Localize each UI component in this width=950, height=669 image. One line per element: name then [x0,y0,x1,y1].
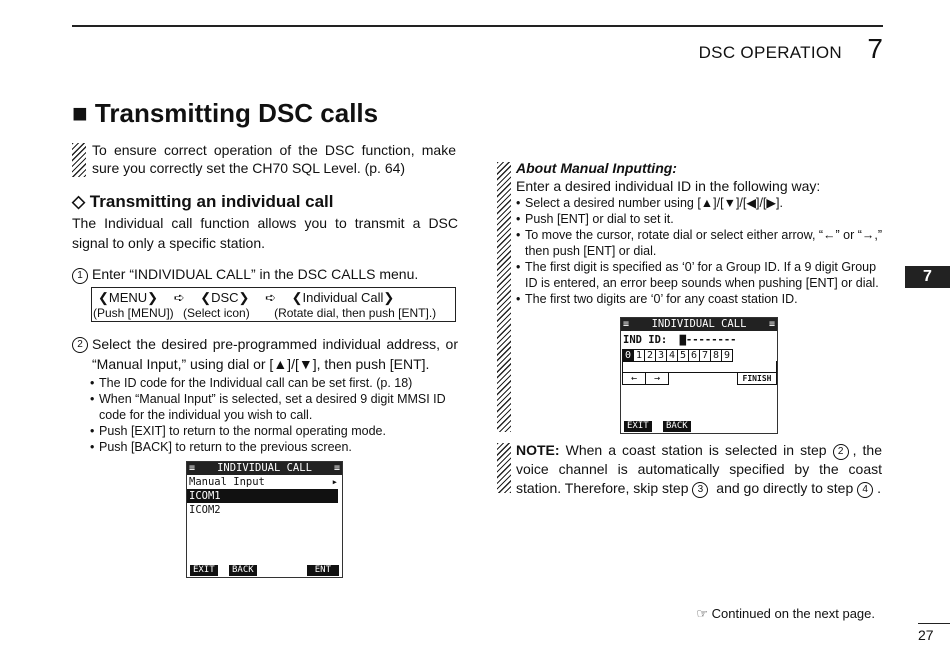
list-item: • When “Manual Input” is selected, set a desired 9 digit MMSI ID code for the individual you wish to call. [90,391,458,423]
menu-navigation-box [91,287,456,322]
digit-key[interactable]: 9 [721,349,733,362]
list-item: • To move the cursor, rotate dial or select either arrow, “←” or “→,” then push [ENT] or dial. [516,227,886,259]
step-ref: 3 [692,482,708,498]
digit-keypad [622,349,777,385]
list-item: • Select a desired number using [▲]/[▼]/[◀]/[▶]. [516,195,886,211]
back-softkey[interactable]: BACK [663,421,691,432]
id-value[interactable]: ▇-------- [679,334,737,346]
step-2 [72,334,458,455]
step-ref: 4 [857,482,873,498]
step2-bullets [90,375,458,455]
continued-note: ☞ Continued on the next page. [696,606,875,621]
step-1 [72,264,418,284]
ent-softkey[interactable]: ENT [307,565,339,576]
header-rule [72,25,883,27]
hint-individual: (Rotate dial, then push [ENT].) [274,306,437,320]
list-item: • The first digit is specified as ‘0’ for a Group ID. If a 9 digit Group ID is entered, an error beep sounds when pushing [ENT] or dial. [516,259,886,291]
list-item: • The ID code for the Individual call can be set first. (p. 18) [90,375,458,391]
back-softkey[interactable]: BACK [229,565,257,576]
list-item: • Push [BACK] to return to the previous screen. [90,439,458,455]
nav-keys [98,290,394,306]
digit-key[interactable]: 0 [622,349,634,362]
manual-input-lead: Enter a desired individual ID in the following way: [516,178,821,194]
arrow-icon: ➪ [173,290,185,305]
note-hatch-icon [497,162,511,432]
menu-key: ❮MENU❯ [98,290,159,305]
hint-dsc: (Select icon) [183,306,250,320]
step-number: 1 [72,268,88,284]
arrow-icon: ➪ [265,290,276,305]
subsection-text: The Individual call function allows you to transmit a DSC signal to only a specific station. [72,215,458,251]
cursor-left-key[interactable]: ← [622,372,646,385]
list-item: • Push [EXIT] to return to the normal operating mode. [90,423,458,439]
subsection-title: ◇ Transmitting an individual call [72,192,334,211]
lcd-manual-input [620,317,778,434]
lcd-title: ≡ INDIVIDUAL CALL ≡ [621,318,777,331]
digit-key[interactable]: 6 [688,349,700,362]
lcd-row-icom2[interactable]: ICOM2 [189,504,221,516]
page-number-rule [918,623,950,624]
note-hatch-icon [497,443,511,493]
digit-key[interactable]: 7 [699,349,711,362]
exit-softkey[interactable]: EXIT [624,421,652,432]
intro-note: To ensure correct operation of the DSC function, make sure you correctly set the CH70 SQL Level. (p. 64) [92,142,456,176]
dsc-key: ❮DSC❯ [200,290,250,305]
section-title: ■ Transmitting DSC calls [72,98,379,128]
hint-menu: (Push [MENU]) [93,306,174,320]
lcd-softkeys [188,565,341,576]
cursor-right-key[interactable]: → [645,372,669,385]
lcd-row-icom1[interactable]: ICOM1 [187,489,338,503]
lcd-title: ≡ INDIVIDUAL CALL ≡ [187,462,342,475]
manual-input-bullets [516,195,886,307]
digit-key[interactable]: 4 [666,349,678,362]
page-number: 27 [918,627,934,643]
finish-key[interactable]: FINISH [737,372,777,385]
digit-key[interactable]: 2 [644,349,656,362]
note-label: NOTE: [516,442,560,458]
chevron-right-icon: ▸ [331,476,338,488]
step-ref: 2 [833,444,849,460]
nav-hints [93,306,436,320]
lcd-id-row [621,333,777,347]
step-text: Enter “INDIVIDUAL CALL” in the DSC CALLS menu. [92,266,419,282]
exit-softkey[interactable]: EXIT [190,565,218,576]
note-paragraph: NOTE: When a coast station is selected in step 2 , the voice channel is automatically specified by the coast station. Therefore, skip step 3 and go directly to step 4 . [516,442,882,496]
digit-key[interactable]: 8 [710,349,722,362]
lcd-softkeys [622,421,776,432]
digit-key[interactable]: 1 [633,349,645,362]
digit-key[interactable]: 3 [655,349,667,362]
step-number: 2 [72,337,88,353]
list-item: • The first two digits are ‘0’ for any coast station ID. [516,291,886,307]
chapter-number: 7 [867,33,883,64]
chapter-side-tab: 7 [905,266,950,288]
note-hatch-icon [72,143,86,177]
list-item: • Push [ENT] or dial to set it. [516,211,886,227]
lcd-individual-call-list [186,461,343,578]
lcd-row-manual-input[interactable]: Manual Input ▸ [189,476,338,488]
digit-key[interactable]: 5 [677,349,689,362]
chapter-title: DSC OPERATION [698,43,842,62]
id-label: IND ID: [623,334,668,346]
step-text: Select the desired pre-programmed individual address, or “Manual Input,” using dial or [▲]/[▼], then push [ENT]. [92,336,458,372]
individual-call-item: ❮Individual Call❯ [291,290,395,305]
manual-input-heading: About Manual Inputting: [516,160,677,176]
